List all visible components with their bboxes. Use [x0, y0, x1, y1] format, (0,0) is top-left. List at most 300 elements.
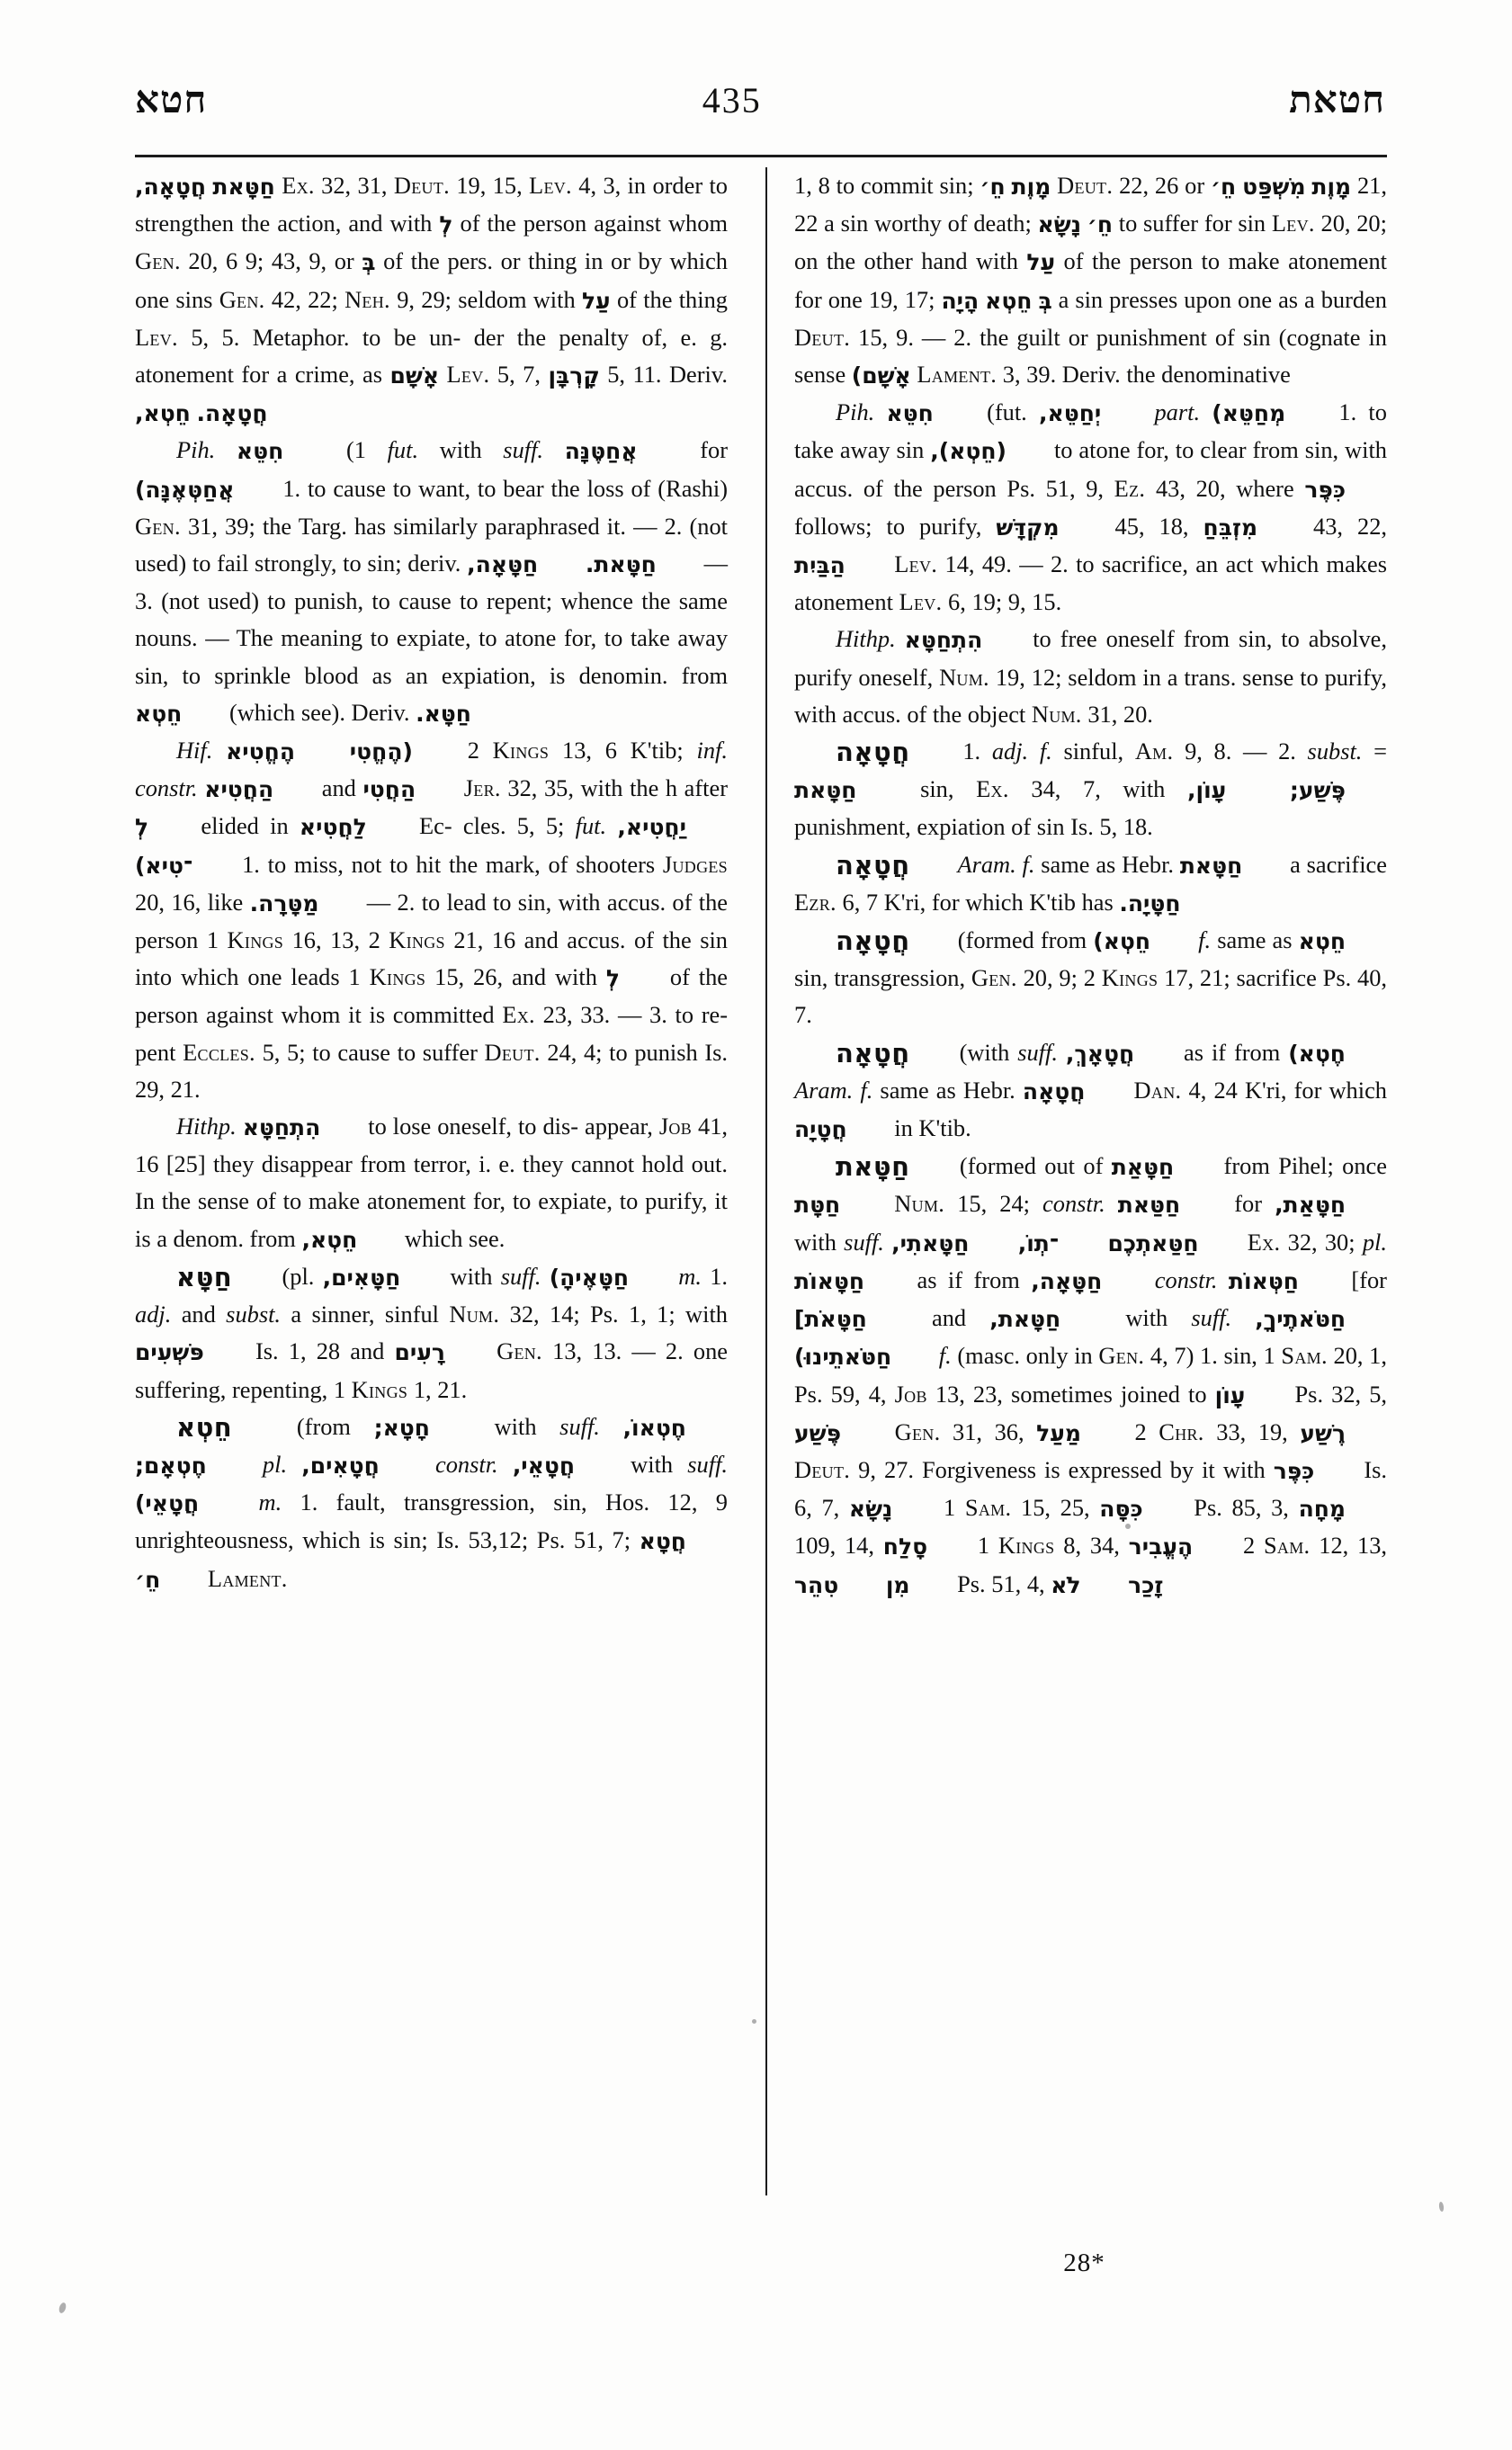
entry-line: 2 Kings 17, 21; sacrifice Ps. 40, 7.	[794, 964, 1387, 1029]
bible-book-abbrev: Ez.	[1114, 474, 1146, 502]
grammatical-label: Hithp.	[176, 1113, 237, 1140]
entry-line: seldom in a trans. sense to purify, with	[794, 663, 1387, 728]
bible-book-abbrev: Kings	[389, 926, 445, 954]
hebrew-word: חַטָּאַת	[1111, 1154, 1175, 1181]
entry-line: pers. or thing in or by which one sins Gen.	[135, 247, 728, 313]
hebrew-word: הַחֲטִיא	[204, 776, 274, 803]
entry-line: action, and with לְ of the person against	[277, 210, 661, 237]
hebrew-word: חֲטָיָה	[794, 1116, 847, 1143]
hebrew-word: הִתְחַטָּא	[242, 1114, 321, 1141]
entry-line: Forgiveness is expressed by it with כִּפֶּר	[922, 1456, 1355, 1483]
bible-book-abbrev: Deut.	[484, 1038, 541, 1066]
entry-line: חֲטָאָה 1. adj. f. sinful, Am. 9, 8. —	[836, 738, 1266, 765]
entry-line: burden Deut. 15, 9. — 2. the guilt or	[794, 285, 1387, 351]
bible-book-abbrev: Kings	[351, 1375, 408, 1403]
hebrew-word: חֵ׳	[980, 174, 1006, 200]
entry-line: חַטָּאת, with suff. חַטֹּאתֶיךָ, חַטֹּאתֵינוּ) f.	[794, 1304, 1387, 1369]
entry-line: with accus. of the person 1 Kings 16,	[135, 888, 729, 954]
grammatical-label: f.	[860, 1076, 873, 1104]
hebrew-word: חֶטְאוֹ,	[622, 1414, 686, 1441]
entry-line: or חֵ׳ מִשְׁפַּט מָוֶת 21, 22 a sin worthy of	[794, 172, 1387, 237]
hebrew-word: חֲטָא	[639, 1528, 686, 1555]
hebrew-word: מָוֶת	[1311, 174, 1352, 200]
hebrew-word: הָיָה	[941, 287, 980, 314]
entry-line: Is. 5, 18.	[1070, 813, 1153, 841]
grammatical-label: pl.	[1362, 1228, 1387, 1256]
hebrew-word: חֲטָאָה	[836, 925, 910, 957]
hebrew-word: אֲחַטְּאֶנָּה)	[135, 476, 235, 503]
grammatical-label: fut.	[387, 436, 419, 464]
hebrew-word: חֲטָאָה	[836, 849, 910, 881]
entry-line: act which makes atonement Lev. 6, 19;	[794, 550, 1387, 616]
bible-book-abbrev: Jer.	[463, 774, 501, 802]
grammatical-label: suff.	[503, 436, 544, 464]
hebrew-word: ־טִיא)	[135, 852, 193, 879]
bible-book-abbrev: Deut.	[393, 172, 450, 199]
entry-line: Hif. הֶחֱטִיא (הֶחֱטִי 2 Kings 13, 6 K'tib;	[176, 737, 684, 764]
entry-line: appear, Job 41, 16 [25] they disappear	[135, 1113, 728, 1178]
grammatical-label: constr.	[135, 774, 198, 802]
bible-book-abbrev: Lament.	[917, 361, 998, 389]
entry-line: Pih. חִטֵּא (1 fut. with suff. אֲחַטֶּנָּה for	[176, 436, 728, 463]
bible-book-abbrev: Gen.	[894, 1417, 941, 1445]
grammatical-label: constr.	[1154, 1265, 1218, 1293]
entry-line: with the h after לְ elided in לַחֲטִיא Ec-	[135, 774, 728, 839]
hebrew-word: חֶטְא)	[1288, 1040, 1346, 1067]
grammatical-label: subst.	[1307, 738, 1363, 765]
bible-book-abbrev: Kings	[492, 737, 550, 765]
hebrew-word: חֶטְאָם;	[135, 1452, 207, 1479]
grammatical-label: pl.	[262, 1450, 288, 1478]
entry-line: cles. 5, 5; fut. יַחֲטִיא, ־טִיא) 1. to miss,	[135, 812, 728, 877]
entry-line: Lament. 3, 39. Deriv. the denominative	[917, 361, 1291, 389]
hebrew-word: לְ	[439, 211, 453, 238]
column-container	[135, 167, 1387, 2245]
hebrew-word: חַטָּאת	[212, 174, 275, 200]
grammatical-label: m.	[678, 1262, 702, 1290]
hebrew-word: חַטָּאֶיהָ)	[549, 1264, 630, 1291]
grammatical-label: f.	[1022, 850, 1035, 878]
hebrew-word: חַטָּאוֹת	[794, 1267, 865, 1294]
grammatical-label: f.	[938, 1342, 952, 1370]
hebrew-word: לֹא	[1051, 1571, 1081, 1598]
entry-line: הַבַּיִת Lev. 14, 49. — 2. to sacrifice, an	[794, 550, 1218, 577]
entry-line: חַטָּאת (formed out of חַטָּאַת from	[836, 1152, 1270, 1179]
hebrew-word: מִקְדָּשׁ	[996, 514, 1060, 541]
dictionary-entry	[794, 1148, 1387, 1603]
entry-line: חֲטָאָה, חַטָּאת Ex. 32, 31, Deut. 19, 15,	[135, 172, 523, 199]
hebrew-word: חַטָּאתִי,	[891, 1229, 970, 1256]
entry-line: הָיָה חֵטְא בְּ a sin presses upon one as a	[941, 286, 1314, 313]
hebrew-word: חַטָּאת.	[585, 551, 657, 578]
grammatical-label: f.	[1039, 738, 1052, 765]
entry-line: joined to עָוֹן Ps. 32, 5, פֶּשַׁע Gen. 31, 36,	[794, 1381, 1387, 1445]
grammatical-label: f.	[1198, 926, 1212, 954]
bible-book-abbrev: Ex.	[282, 172, 315, 199]
hebrew-word: חֲטָאָךְ,	[1065, 1040, 1135, 1067]
entry-line: מַעַל 2 Chr. 33, 19, רֶשַׁע Deut. 9, 27.	[794, 1418, 1387, 1483]
hebrew-word: חֲטָאֵי)	[135, 1490, 200, 1517]
hebrew-word: לְ	[135, 814, 149, 841]
grammatical-label: Aram.	[957, 850, 1016, 878]
bible-book-abbrev: Job	[894, 1380, 927, 1408]
hebrew-word: חַטָּאִים,	[322, 1264, 401, 1291]
bible-book-abbrev: Lament.	[207, 1564, 288, 1592]
hebrew-word: חַטָּאת,	[989, 1306, 1061, 1333]
running-head	[135, 79, 1385, 144]
bible-book-abbrev: Gen.	[135, 512, 181, 540]
hebrew-word: עָוֹן,	[1187, 777, 1227, 804]
hebrew-word: חַטָּאָה,	[1031, 1267, 1103, 1294]
hebrew-word: רָעִים	[394, 1339, 445, 1366]
hebrew-word: חֵטְא	[985, 287, 1033, 314]
page-signature	[0, 2249, 1512, 2278]
entry-line: a sacrifice Ezr. 6, 7 K'ri, for which K'tib	[794, 850, 1387, 916]
running-head-right-catchword: חטאת	[1289, 80, 1385, 121]
hebrew-word: חַטָּאֹת]	[794, 1306, 867, 1333]
hebrew-word: חַטָּאת	[1179, 852, 1243, 879]
signature-mark: 28*	[1063, 2249, 1105, 2277]
bible-book-abbrev: Dan.	[1133, 1076, 1182, 1104]
hebrew-word: רֶשַׁע	[1300, 1419, 1346, 1446]
hebrew-word: יְחַטֵּא,	[1039, 400, 1102, 427]
grammatical-label: Hithp.	[836, 625, 896, 653]
entry-line: 20; on the other hand with עַל of the	[794, 210, 1387, 274]
hebrew-word: אָשָׁם)	[851, 362, 911, 389]
hebrew-word: עַל	[581, 287, 611, 314]
entry-line: — The meaning to expiate, to atone for,	[205, 624, 597, 652]
entry-line: In the sense of to make atonement for,	[135, 1187, 506, 1215]
hebrew-word: חֵ׳	[1087, 211, 1114, 238]
hebrew-word: חִטֵּא	[886, 400, 934, 427]
entry-line: 2. subst. = חַטָּאת sin, Ex. 34, 7, with	[794, 738, 1387, 802]
hebrew-word: (חֵטְא),	[930, 438, 1007, 465]
hebrew-word: אֲחַטֶּנָּה	[564, 438, 638, 465]
hebrew-word: (הֶחֱטִי	[349, 738, 413, 765]
grammatical-label: subst.	[226, 1301, 282, 1328]
entry-line: חַטָּא (pl. חַטָּאִים, with suff. חַטָּאֶיהָ)	[176, 1263, 670, 1290]
entry-line: 20, 1, Ps. 59, 4, Job 13, 23, sometimes	[794, 1342, 1387, 1408]
entry-line: and with לְ of the person against whom	[135, 963, 728, 1028]
entry-line: 3, מָחָה 109, 14, סָלַח 1 Kings 8, 34, הֶעֱבִיר	[794, 1494, 1387, 1559]
hebrew-word: זָכַר	[1128, 1571, 1164, 1598]
dictionary-entry	[135, 1408, 728, 1598]
entry-line: Is. 6, 7, נָשָׂא 1 Sam. 15, 25, כִּסָּה Ps. 85,	[794, 1456, 1387, 1521]
hebrew-word: חֵטְא,	[301, 1226, 358, 1253]
entry-line: take away sin (חֵטְא), to atone for, to	[794, 436, 1194, 463]
entry-line: חֵטְא (from חָטָא; with suff. חֶטְאוֹ,	[176, 1413, 728, 1440]
hebrew-word: חַטָּאת	[836, 1151, 910, 1183]
bible-book-abbrev: Gen.	[219, 285, 265, 313]
hebrew-word: כִּסָּה	[1099, 1496, 1143, 1523]
entry-line: to absolve, purify oneself, Num. 19, 12;	[794, 625, 1387, 691]
bible-book-abbrev: Ex.	[976, 775, 1009, 803]
entry-line: from terror, i. e. they cannot hold out.	[360, 1150, 728, 1178]
bible-book-abbrev: Ex.	[1247, 1228, 1281, 1256]
entry-line: person to make atonement for one 19, 17;	[794, 247, 1387, 313]
entry-line: Hithp. הִתְחַטָּא to lose oneself, to dis-	[176, 1113, 578, 1140]
grammatical-label: suff.	[1017, 1038, 1058, 1066]
bible-book-abbrev: Lev.	[1271, 210, 1315, 237]
hebrew-word: חֲטָאָה,	[135, 174, 207, 200]
entry-line: Pih. חִטֵּא (fut. יְחַטֵּא, part. מְחַטֵּא) 1. to	[836, 398, 1387, 425]
grammatical-label: suff.	[1191, 1304, 1232, 1332]
hebrew-word: חַטָּא	[176, 1261, 233, 1292]
hebrew-word: חַטָּאָה,	[467, 551, 539, 578]
hebrew-word: חַטַּאתְכֶם	[1107, 1229, 1199, 1256]
entry-line: 2 Sam. 12, 13, טִהֵר מִן Ps. 51, 4, לֹא זָכַר	[794, 1532, 1387, 1596]
entry-line: not to hit the mark, of shooters Judges	[351, 850, 728, 878]
hebrew-word: עָוֹן	[1214, 1381, 1246, 1408]
entry-line: repenting, 1 Kings 1, 21.	[232, 1375, 468, 1403]
grammatical-label: fut.	[575, 812, 607, 840]
entry-line: חֲטָאָה Aram. f. same as Hebr. חַטָּאת	[836, 851, 1284, 878]
hebrew-word: הִתְחַטָּא	[904, 627, 983, 654]
hebrew-word: נָשָׂא	[1037, 211, 1082, 238]
grammatical-label: Aram.	[794, 1076, 854, 1104]
grammatical-label: Pih.	[836, 398, 875, 426]
bible-book-abbrev: Deut.	[794, 1455, 851, 1483]
hebrew-word: חַטְּאוֹת	[1228, 1267, 1299, 1294]
hebrew-word: חַטַּאת	[1117, 1192, 1181, 1219]
entry-line: sin; Is. 53,12; Ps. 51, 7; חֲטָא חֵ׳ Lament.	[135, 1526, 728, 1591]
entry-line: m. 1. adj. and subst. a sinner, sinful Num.	[135, 1262, 728, 1328]
entry-line: whom Gen. 20, 6 9; 43, 9, or בְּ of the	[135, 210, 728, 274]
bible-book-abbrev: Num.	[449, 1301, 500, 1328]
entry-line: crime, as אָשָׁם Lev. 5, 7, קָרְבָּן 5, 11.	[295, 361, 662, 388]
grammatical-label: m.	[258, 1489, 282, 1516]
hebrew-word: חֲטָאָה.	[196, 400, 268, 427]
hebrew-word: ־תְוֹ,	[1017, 1229, 1060, 1256]
dictionary-entry	[135, 167, 728, 432]
entry-line: 9, 15.	[1007, 588, 1062, 616]
hebrew-word: טִהֵר	[794, 1571, 839, 1598]
bible-book-abbrev: Sam.	[1263, 1532, 1311, 1560]
entry-line: death; נָשָׂא חֵ׳ to suffer for sin Lev. 20,	[973, 210, 1350, 237]
entry-line: (masc. only in Gen. 4, 7) 1. sin, 1 Sam.	[957, 1342, 1328, 1370]
bible-book-abbrev: Job	[658, 1113, 693, 1140]
dictionary-entry	[794, 922, 1387, 1034]
dictionary-entry	[794, 394, 1387, 621]
bible-book-abbrev: Am.	[1134, 738, 1174, 765]
entry-line: to take away sin, to sprinkle blood as an	[135, 624, 729, 689]
hebrew-word: חַטָּאת	[794, 777, 857, 804]
grammatical-label: constr.	[435, 1450, 498, 1478]
bible-book-abbrev: Num.	[1031, 700, 1082, 728]
bible-book-abbrev: Judges	[662, 850, 728, 878]
hebrew-word: חֵ׳	[135, 1566, 161, 1593]
hebrew-word: חֵטְא	[176, 1411, 233, 1443]
dictionary-entry	[135, 732, 728, 1108]
dictionary-entry	[135, 1258, 728, 1408]
entry-line: Hithp. הִתְחַטָּא to free oneself from sin,	[836, 625, 1272, 652]
entry-line: cause to repent; whence the same nouns.	[135, 587, 728, 652]
entry-line: חַטָּאָה, constr. חַטְּאוֹת [for חַטָּאֹת] and	[794, 1266, 1387, 1331]
entry-line: the thing Lev. 5, 5. Metaphor. to be un-	[135, 285, 728, 351]
hebrew-word: חַטָּת	[794, 1192, 841, 1219]
header-rule	[135, 155, 1387, 157]
hebrew-word: חֲטָאָה	[1022, 1077, 1086, 1104]
hebrew-word: חַטֹּאתֵינוּ)	[794, 1344, 892, 1371]
hebrew-word: חֵ׳	[1210, 174, 1237, 200]
hebrew-word: קָרְבָּן	[548, 362, 600, 389]
dictionary-entry	[794, 733, 1387, 846]
hebrew-word: פֶּשַׁע;	[1289, 777, 1346, 804]
hebrew-word: חֲטָאֵי,	[512, 1452, 576, 1479]
hebrew-word: כִּפֶּר	[1273, 1457, 1315, 1484]
hebrew-word: יַחֲטִיא,	[617, 814, 686, 841]
hebrew-word: חַטָּא.	[416, 700, 471, 727]
bible-book-abbrev: Kings	[369, 963, 426, 991]
bible-book-abbrev: Kings	[227, 926, 284, 954]
bible-book-abbrev: Lev.	[446, 361, 490, 389]
entry-line: 13, 2 Kings 21, 16 and accus. of the	[330, 926, 692, 954]
entry-line: חֵטְא, which see.	[301, 1225, 505, 1252]
entry-line: expiation, is denomin. from חֵטְא (which	[135, 662, 728, 726]
column-divider	[765, 167, 767, 2195]
bible-book-abbrev: Num.	[939, 663, 989, 691]
bible-book-abbrev: Neh.	[344, 285, 390, 313]
hebrew-word: בְּ	[362, 249, 376, 276]
hebrew-word: אָשָׁם	[389, 362, 440, 389]
grammatical-label: Hif.	[176, 737, 213, 765]
grammatical-label: suff.	[687, 1450, 728, 1478]
hebrew-word: חֲטָאָה	[836, 1037, 910, 1069]
bible-book-abbrev: Lev.	[899, 588, 943, 616]
entry-line: has similarly paraphrased it. — 2. (not	[353, 512, 728, 540]
scan-artifact	[1125, 1524, 1131, 1529]
hebrew-word: הֶחֱטִיא	[226, 738, 296, 765]
hebrew-word: חַטָּיָה.	[1119, 890, 1181, 917]
entry-line: see). Deriv. חַטָּא.	[301, 699, 513, 726]
entry-line: to expiate, to purify, it is a denom. from	[135, 1187, 729, 1252]
entry-line: it is committed Ex. 23, 33. — 3. to re-	[348, 1001, 728, 1029]
hebrew-word: חֵטְא	[1298, 928, 1346, 955]
hebrew-word: חֲטָאָה	[836, 737, 910, 768]
hebrew-word: חָטָא;	[373, 1414, 430, 1441]
dictionary-entry	[794, 1034, 1387, 1149]
entry-line: inf. constr. הַחֲטִיא and הַחֲטִי Jer. 32, 35,	[135, 737, 728, 801]
entry-line: as חֵטְא sin, transgression, Gen. 20, 9;	[794, 926, 1387, 991]
scan-artifact	[1438, 2202, 1444, 2213]
hebrew-word: עַל	[1026, 249, 1056, 276]
hebrew-word: מַעַל	[1036, 1419, 1081, 1446]
entry-line: Aram. f. same as Hebr. חֲטָאָה Dan. 4,	[794, 1077, 1206, 1104]
hebrew-word: סָלַח	[882, 1533, 928, 1560]
entry-line: Deut. 24, 4; to punish Is. 29, 21.	[135, 1038, 728, 1103]
hebrew-word: חֵטְא	[135, 700, 183, 727]
scan-artifact	[58, 2302, 67, 2314]
entry-line: 42, 22; Neh. 9, 29; seldom with עַל of	[272, 286, 637, 313]
grammatical-label: part.	[1154, 398, 1201, 426]
hebrew-word: מָחָה	[1298, 1496, 1346, 1523]
entry-line: pent Eccles. 5, 5; to cause to suffer	[135, 1038, 478, 1066]
bible-book-abbrev: Num.	[894, 1190, 945, 1218]
hebrew-word: מִן	[885, 1571, 910, 1598]
entry-line: חֲטָאָה (with suff. חֲטָאָךְ, as if from חֶטְא)	[836, 1039, 1387, 1066]
bible-book-abbrev: Sam.	[964, 1494, 1012, 1522]
hebrew-word: מְחַטֵּא)	[1212, 400, 1286, 427]
entry-line: Ps. 51, 9, Ez. 43, 20, where כִּפֶּר follows;	[794, 475, 1387, 540]
hebrew-word: נָשָׂא	[848, 1496, 893, 1523]
entry-line: used) to fail strongly, to sin; deriv. חַטָּאָה,	[135, 550, 579, 577]
bible-book-abbrev: Sam.	[1281, 1342, 1328, 1370]
entry-line: 32, 14; Ps. 1, 1; with פּשְׁעִים Is. 1, 28	[135, 1301, 728, 1364]
entry-line: Hos. 12, 9 unrighteousness, which is	[135, 1489, 728, 1554]
bible-book-abbrev: Gen.	[1098, 1342, 1145, 1370]
entry-line: 1, 8 to commit sin; חֵ׳ מָוֶת Deut. 22, 26	[794, 172, 1178, 199]
entry-line: עָוֹן, פֶּשַׁע; punishment, expiation of sin	[794, 775, 1387, 840]
bible-book-abbrev: Gen.	[971, 964, 1017, 992]
entry-line: sin into which one leads 1 Kings 15, 26,	[135, 926, 728, 991]
left-column	[135, 167, 744, 2245]
scan-artifact	[752, 2019, 756, 2024]
hebrew-word: מִשְׁפַּט	[1242, 174, 1306, 200]
hebrew-word: הֶעֱבִיר	[1128, 1533, 1194, 1560]
entry-line: חֶטְאָם; pl. חֲטָאִים, constr. חֲטָאֵי, with	[135, 1451, 673, 1478]
entry-line: חַטַּאתְכֶם Ex. 32, 30; pl. חַטָּאוֹת as if from	[794, 1229, 1387, 1293]
hebrew-word: חֵטְא,	[135, 400, 191, 427]
entry-line: suff. חֲטָאֵי) m. 1. fault, transgression, sin,	[135, 1451, 728, 1516]
hebrew-word: חַטֹּאתֶיךָ,	[1255, 1306, 1346, 1333]
bible-book-abbrev: Deut.	[794, 323, 851, 351]
entry-line: has חַטָּיָה.	[1082, 889, 1222, 916]
entry-line: Deriv. חֵטְא, חֲטָאָה.	[135, 361, 728, 425]
bible-book-abbrev: Lev.	[135, 323, 178, 351]
grammatical-label: adj.	[991, 738, 1029, 765]
entry-line: חֲטָאָה (formed from חֵטְא) f. same	[836, 926, 1266, 953]
hebrew-word: בְּ	[1038, 287, 1052, 314]
entry-line: der the penalty of, e. g. atonement for a	[135, 323, 728, 389]
entry-line: clear from sin, with accus. of the person	[794, 436, 1387, 502]
bible-book-abbrev: Deut.	[1057, 172, 1114, 199]
hebrew-word: לְ	[605, 965, 620, 992]
bible-book-abbrev: Lev.	[894, 550, 938, 578]
running-head-left-catchword: חטא	[135, 80, 208, 121]
hebrew-word: לַחֲטִיא	[299, 814, 367, 841]
dictionary-entry	[794, 167, 1387, 394]
hebrew-word: מַטָּרָה.	[249, 890, 319, 917]
dictionary-entry	[135, 1108, 728, 1258]
entry-line: אֲחַטְּאֶנָּה) 1. to cause to want, to bear the	[135, 475, 580, 502]
bible-book-abbrev: Kings	[1101, 964, 1159, 992]
entry-line: חַטַּאת for חַטָּאַת, with suff. חַטָּאתִי, ־תְוֹ,	[794, 1190, 1387, 1255]
bible-book-abbrev: Ezr.	[794, 888, 837, 916]
entry-line: punishment of sin (cognate in sense אָשָׁם)	[794, 324, 1387, 388]
hebrew-word: חֵטְא)	[1093, 928, 1151, 955]
entry-line: and רָעִים Gen. 13, 13. — 2. one suffering,	[135, 1337, 728, 1402]
bible-book-abbrev: Gen.	[135, 247, 181, 275]
hebrew-word: כִּפֶּר	[1304, 476, 1346, 503]
hebrew-word: הַבַּיִת	[794, 552, 845, 579]
bible-book-abbrev: Chr.	[1159, 1417, 1204, 1445]
entry-line: Lev. 4, 3, in order to strengthen the	[135, 172, 729, 237]
grammatical-label: Pih.	[176, 436, 216, 464]
bible-book-abbrev: Lev.	[529, 172, 572, 199]
hebrew-word: חִטֵּא	[236, 438, 284, 465]
entry-line: 24 K'ri, for which חֲטָיָה in K'tib.	[794, 1077, 1387, 1141]
bible-book-abbrev: Kings	[998, 1532, 1055, 1560]
bible-book-abbrev: Eccles.	[183, 1038, 255, 1066]
grammatical-label: constr.	[1042, 1190, 1105, 1218]
dictionary-entry	[794, 621, 1387, 733]
entry-line: Pihel; once חַטָּת Num. 15, 24; constr.	[794, 1152, 1387, 1217]
hebrew-word: מָוֶת	[1011, 174, 1051, 200]
hebrew-word: הַחֲטִי	[362, 776, 416, 803]
hebrew-word: פֶּשַׁע	[794, 1419, 842, 1446]
dictionary-entry	[135, 432, 728, 732]
entry-line: loss of (Rashi) Gen. 31, 39; the Targ.	[135, 474, 728, 540]
